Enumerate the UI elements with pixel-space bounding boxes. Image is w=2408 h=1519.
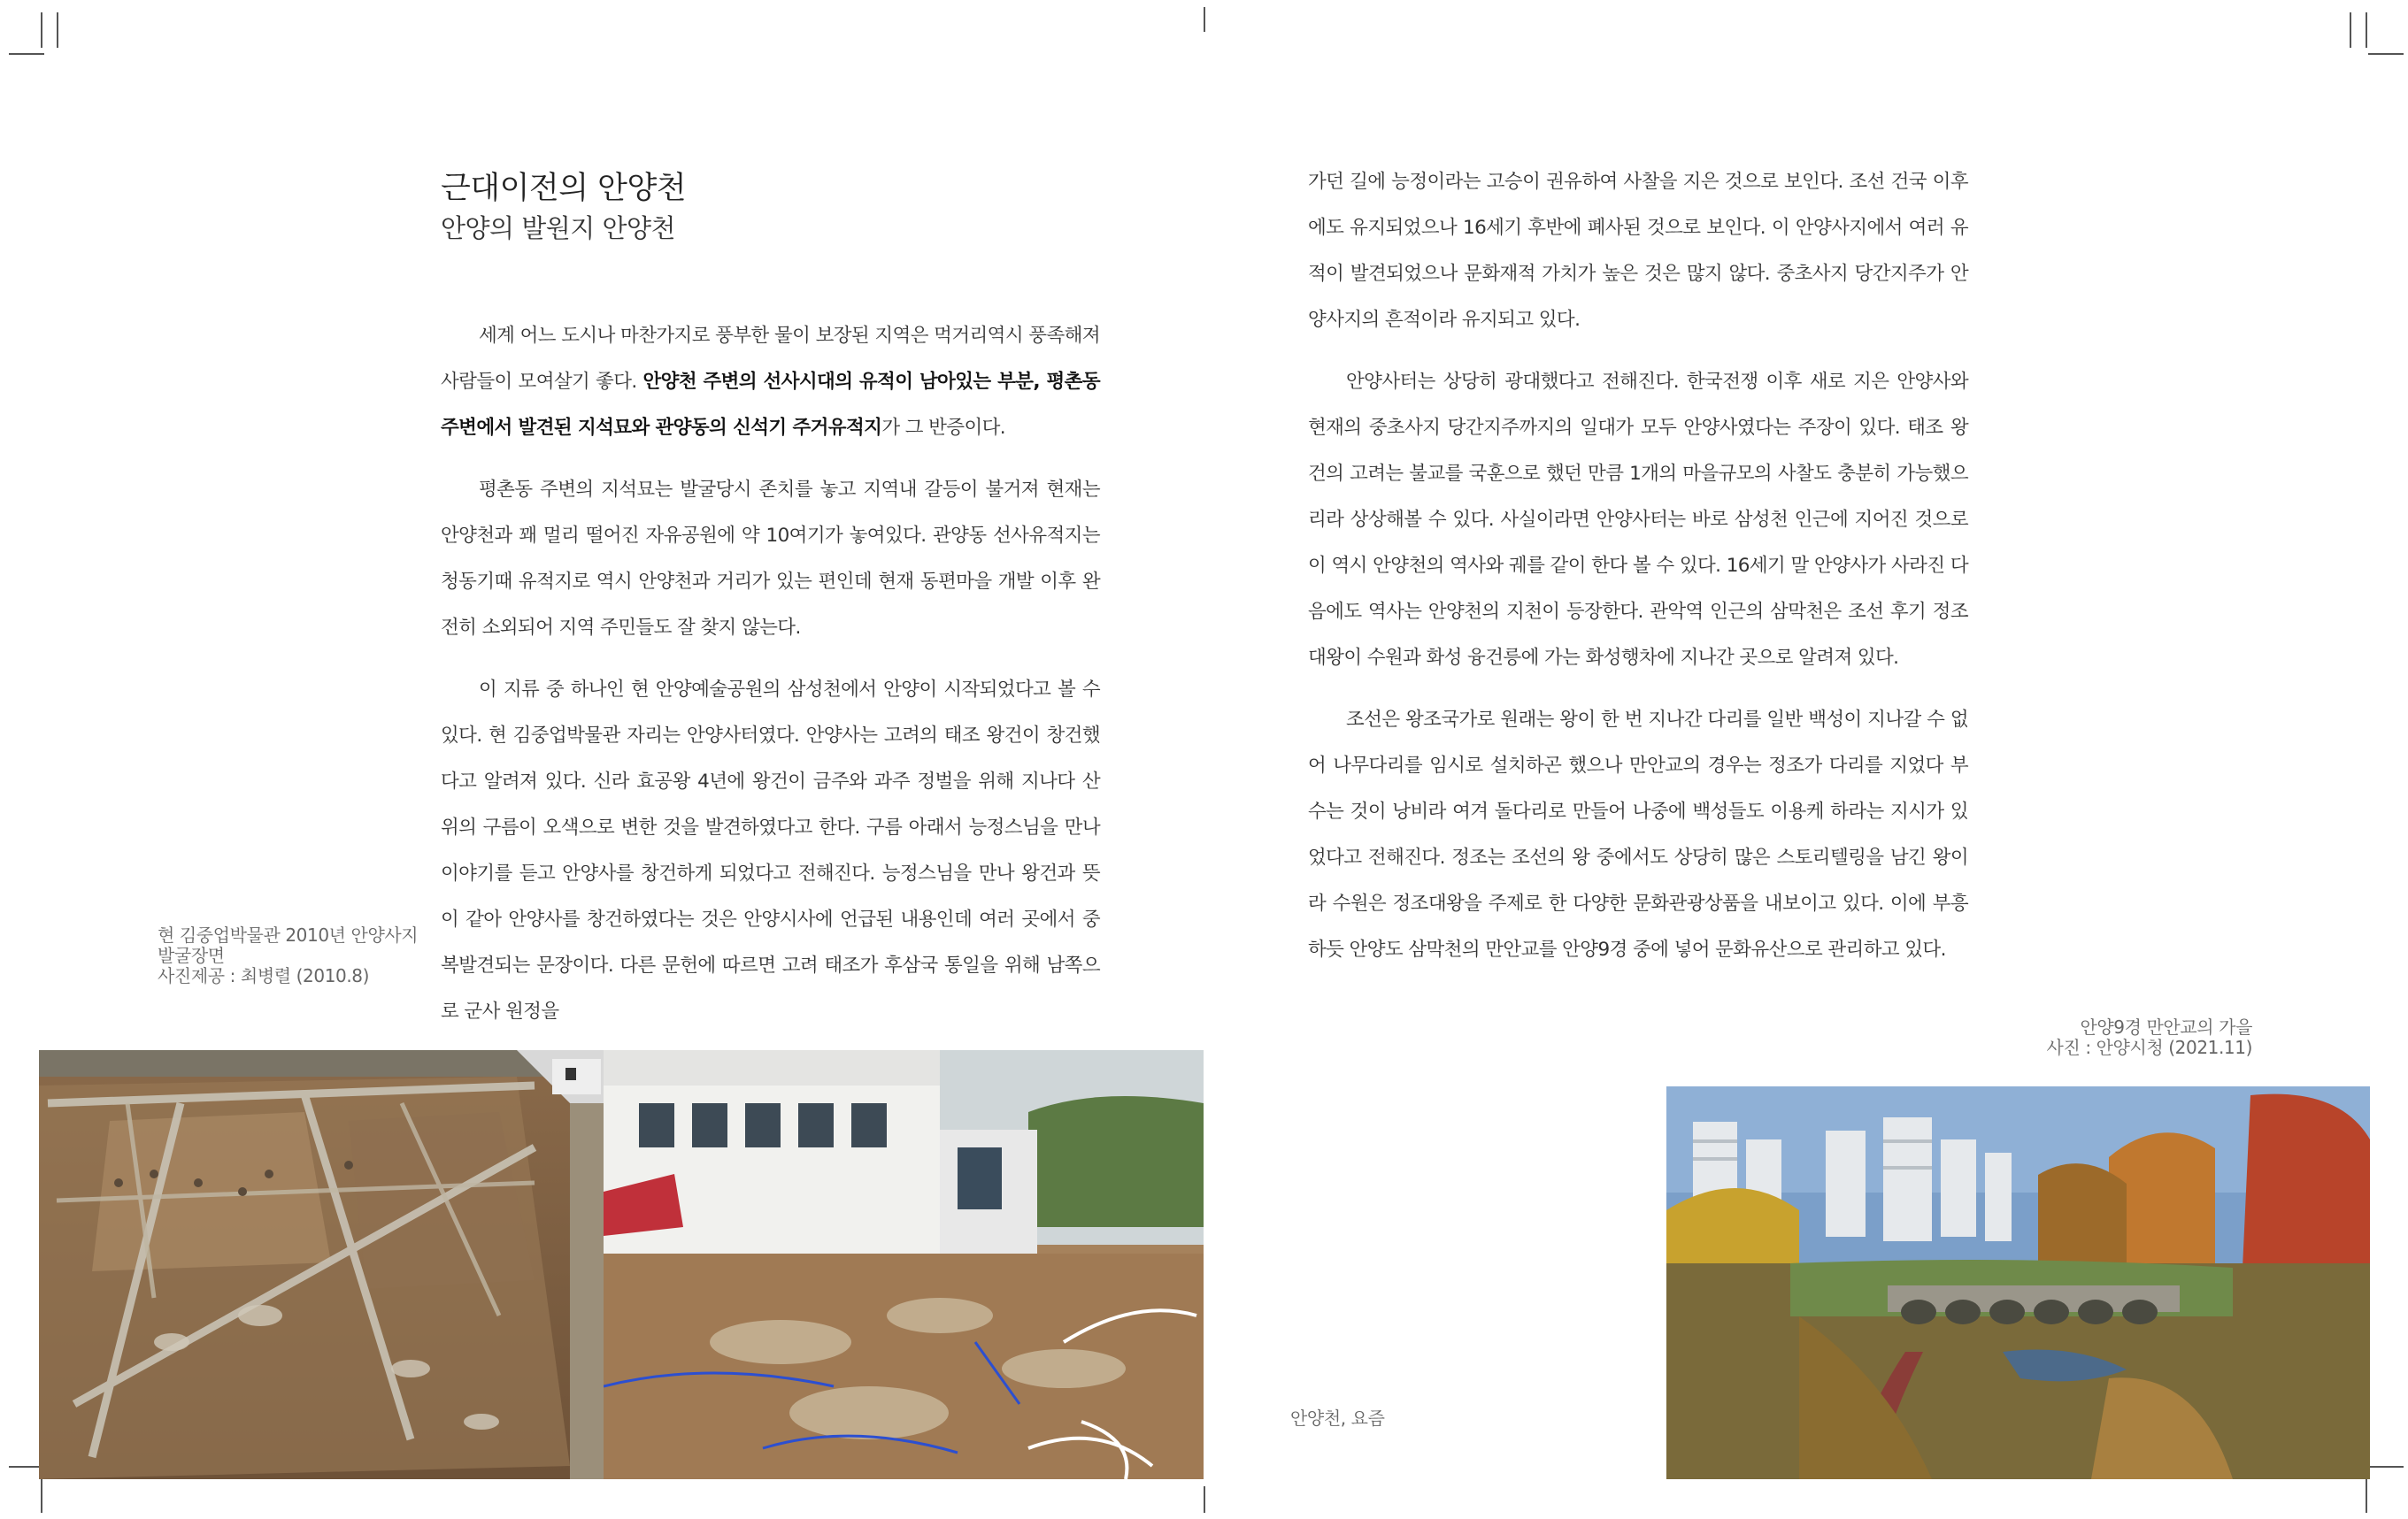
crop-mark bbox=[2366, 1477, 2367, 1513]
emphasis-text: 안양천 주변의 선사시대의 유적이 남아있는 부분, 평촌동 주변에서 발견된 지석묘와 관양동의 신석기 주거유적지 bbox=[441, 371, 1100, 439]
bridge-photo-caption bbox=[2047, 1017, 2252, 1058]
caption-line: 사진 : 안양시청 (2021.11) bbox=[2046, 1037, 2252, 1058]
paragraph: 평촌동 주변의 지석묘는 발굴당시 존치를 놓고 지역내 갈등이 불거져 현재는 안양천과 꽤 멀리 떨어진 자유공원에 약 10여기가 놓여있다. 관양동 선사유적지는 청동기때 유적지로 역시 안양천과 거리가 있는 편인데 현재 동편마을 개발 이후 완전히 소외되어 지역 주민들도 잘 찾지 않는다. bbox=[441, 479, 1100, 639]
paragraph-text: 가 그 반증이다. bbox=[881, 417, 1006, 439]
caption-line: 발굴장면 bbox=[158, 945, 225, 966]
crop-mark bbox=[2366, 12, 2367, 48]
paragraph: 이 지류 중 하나인 현 안양예술공원의 삼성천에서 안양이 시작되었다고 볼 수 있다. 현 김중업박물관 자리는 안양사터였다. 안양사는 고려의 태조 왕건이 창건했다고 알려져 있다. 신라 효공왕 4년에 왕건이 금주와 과주 정벌을 위해 지나다 산 위의 구름이 오색으로 변한 것을 발견하였다고 한다. 구름 아래서 능정스님을 만나 이야기를 듣고 안양사를 창건하게 되었다고 전해진다. 능정스님을 만나 왕건과 뜻이 같아 안양사를 창건하였다는 것은 안양시사에 언급된 내용인데 여러 곳에서 중복발견되는 문장이다. 다른 문헌에 따르면 고려 태조가 후삼국 통일을 위해 남쪽으로 군사 원정을 bbox=[441, 679, 1100, 1023]
caption-line: 안양9경 만안교의 가을 bbox=[2080, 1017, 2252, 1038]
crop-mark bbox=[9, 53, 44, 55]
crop-mark bbox=[1204, 1486, 1205, 1513]
crop-mark bbox=[2350, 12, 2351, 48]
museum-excavation-photo bbox=[604, 1050, 1204, 1479]
caption-line: 사진제공 : 최병렬 (2010.8) bbox=[158, 965, 370, 986]
page-subtitle: 안양의 발원지 안양천 bbox=[441, 213, 676, 243]
page-title: 근대이전의 안양천 bbox=[441, 171, 687, 206]
paragraph-text: 세계 어느 도시나 마찬가지로 풍부한 물이 보장된 지역은 먹거리역시 풍족해져 사람들이 모여살기 좋다. bbox=[441, 325, 1100, 393]
crop-mark bbox=[41, 12, 42, 48]
right-text-column bbox=[1308, 159, 1968, 989]
paragraph: 조선은 왕조국가로 원래는 왕이 한 번 지나간 다리를 일반 백성이 지나갈 수 없어 나무다리를 임시로 설치하곤 했으나 만안교의 경우는 정조가 다리를 지었다 부수는 것이 낭비라 여겨 돌다리로 만들어 나중에 백성들도 이용케 하라는 지시가 있었다고 전해진다. 정조는 조선의 왕 중에서도 상당히 많은 스토리텔링을 남긴 왕이라 수원은 정조대왕을 주제로 한 다양한 문화관광상품을 내보이고 있다. 이에 부흥하듯 안양도 삼막천의 만안교를 안양9경 중에 넣어 문화유산으로 관리하고 있다. bbox=[1308, 709, 1968, 961]
crop-mark bbox=[57, 12, 58, 48]
caption-line: 현 김중업박물관 2010년 안양사지 bbox=[158, 924, 419, 946]
paragraph: 안양사터는 상당히 광대했다고 전해진다. 한국전쟁 이후 새로 지은 안양사와 현재의 중초사지 당간지주까지의 일대가 모두 안양사였다는 주장이 있다. 태조 왕건의 고려는 불교를 국훈으로 했던 만큼 1개의 마을규모의 사찰도 충분히 가능했으리라 상상해볼 수 있다. 사실이라면 안양사터는 바로 삼성천 인근에 지어진 것으로 이 역시 안양천의 역사와 궤를 같이 한다 볼 수 있다. 16세기 말 안양사가 사라진 다음에도 역사는 안양천의 지천이 등장한다. 관악역 인근의 삼막천은 조선 후기 정조대왕이 수원과 화성 융건릉에 가는 화성행차에 지나간 곳으로 알려져 있다. bbox=[1308, 371, 1968, 669]
stream-photo-caption: 안양천, 요즘 bbox=[1290, 1408, 1385, 1429]
crop-mark bbox=[41, 1477, 42, 1513]
excavation-photo-caption bbox=[158, 925, 418, 986]
crop-mark bbox=[1204, 7, 1205, 32]
crop-mark bbox=[2368, 53, 2404, 55]
left-text-column bbox=[441, 313, 1100, 1051]
paragraph bbox=[441, 313, 1100, 451]
excavation-aerial-photo bbox=[39, 1050, 604, 1479]
manan-bridge-autumn-photo bbox=[1666, 1086, 2370, 1479]
crop-mark bbox=[2368, 1466, 2404, 1468]
paragraph: 가던 길에 능정이라는 고승이 권유하여 사찰을 지은 것으로 보인다. 조선 건국 이후에도 유지되었으나 16세기 후반에 폐사된 것으로 보인다. 이 안양사지에서 여러 유적이 발견되었으나 문화재적 가치가 높은 것은 많지 않다. 중초사지 당간지주가 안양사지의 흔적이라 유지되고 있다. bbox=[1308, 171, 1968, 331]
